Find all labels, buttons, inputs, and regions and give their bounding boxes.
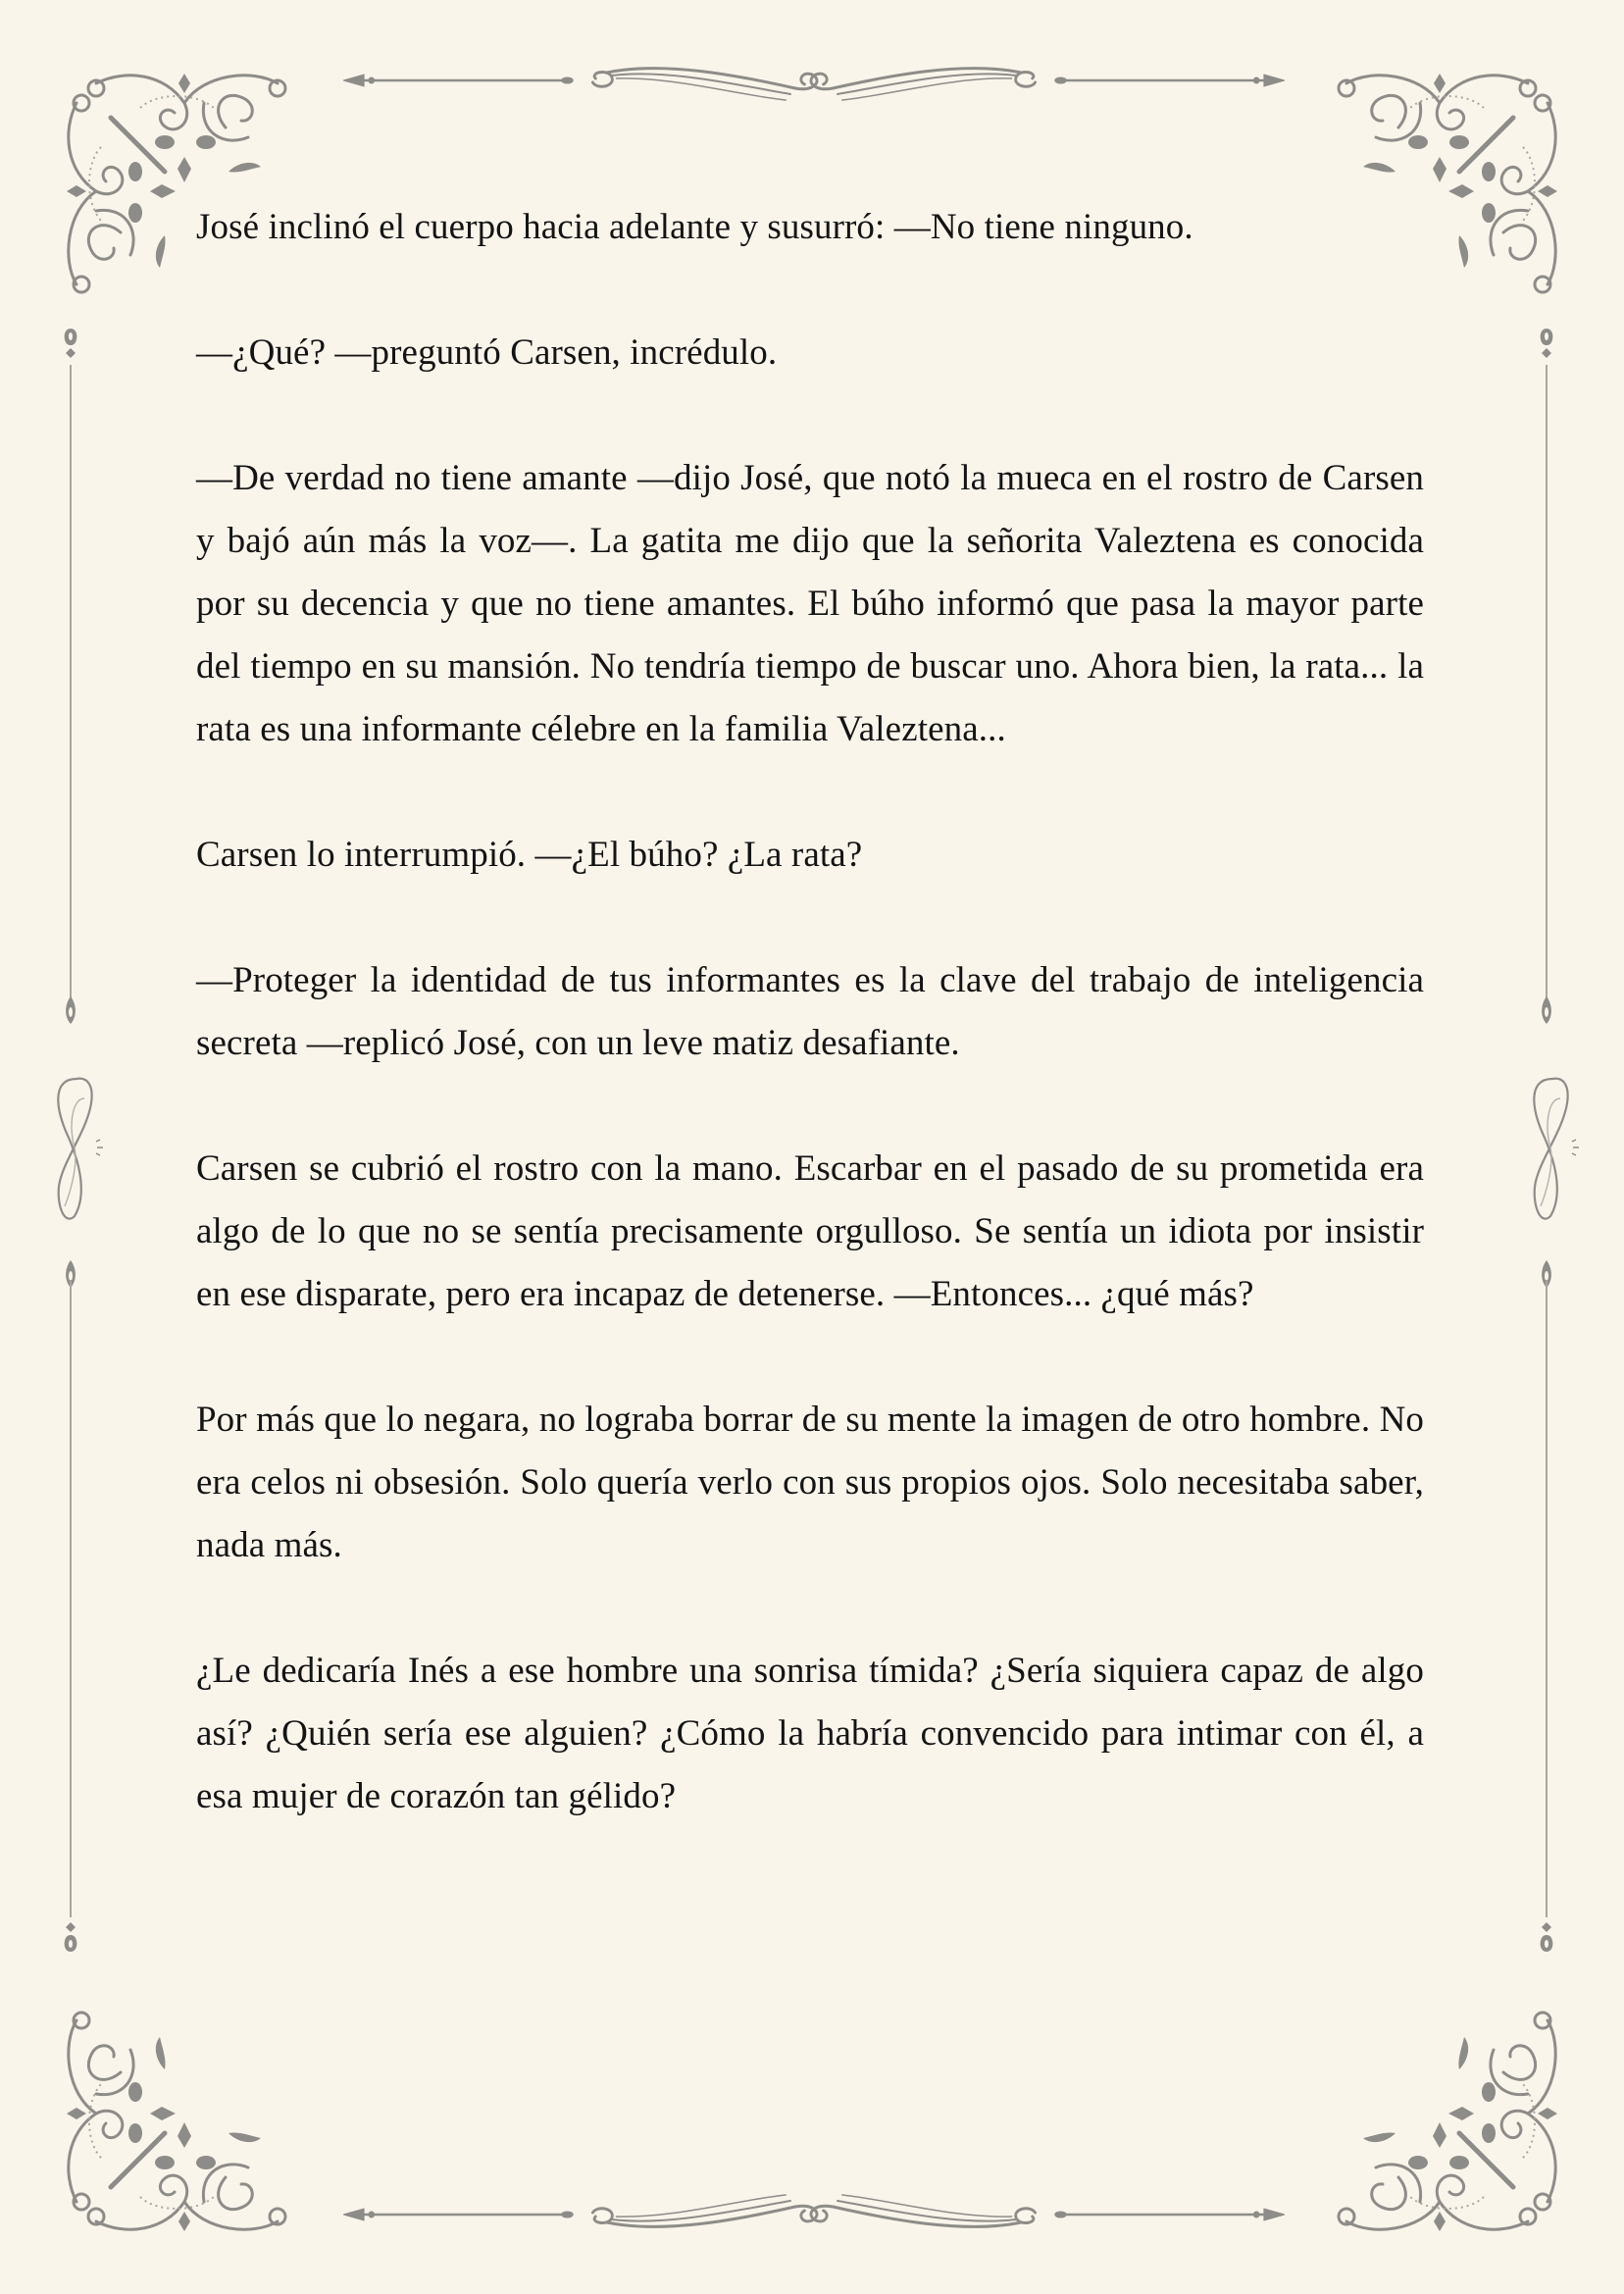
bottom-scroll-divider-icon [343, 2185, 1285, 2244]
paragraph: —¿Qué? —preguntó Carsen, incrédulo. [196, 332, 778, 373]
bottom-right-flourish-icon [1332, 2006, 1567, 2241]
right-figure-eight-icon [1523, 1069, 1582, 1226]
paragraph: ¿Le dedicaría Inés a ese hombre una sonrisa tímida? ¿Sería siquiera capaz de algo así? ¿Quién sería ese alguien? ¿Cómo la habría convencido para intimar con él, a esa mujer de corazón tan gélido? [196, 1651, 1424, 1816]
left-rule-line-upper [70, 365, 72, 1002]
right-rule-line-lower [1546, 1280, 1548, 1917]
left-rule-line-lower [70, 1280, 72, 1917]
paragraph: José inclinó el cuerpo hacia adelante y susurró: —No tiene ninguno. [196, 207, 1193, 247]
right-rule-lower-end [1537, 1912, 1556, 1952]
story-text [196, 196, 1424, 1891]
right-rule-drop-upper [1537, 996, 1556, 1026]
top-scroll-divider-icon [343, 51, 1285, 110]
bottom-left-flourish-icon [57, 2006, 292, 2241]
left-rule-upper [61, 329, 80, 368]
left-rule-drop-upper [61, 996, 80, 1026]
left-rule-lower-end [61, 1912, 80, 1952]
right-rule-line-upper [1546, 365, 1548, 1002]
left-figure-eight-icon [47, 1069, 106, 1226]
right-rule-upper [1537, 329, 1556, 368]
paragraph: Carsen se cubrió el rostro con la mano. Escarbar en el pasado de su prometida era algo de lo que no se sentía precisamente orgulloso. Se sentía un idiota por insistir en ese disparate, pero era incapaz de detenerse. —Entonces... ¿qué más? [196, 1148, 1424, 1314]
paragraph: —Proteger la identidad de tus informantes es la clave del trabajo de inteligencia secreta —replicó José, con un leve matiz desafiante. [196, 960, 1424, 1063]
paragraph: —De verdad no tiene amante —dijo José, que notó la mueca en el rostro de Carsen y bajó aún más la voz—. La gatita me dijo que la señorita Valeztena es conocida por su decencia y que no tiene amantes. El búho informó que pasa la mayor parte del tiempo en su mansión. No tendría tiempo de buscar uno. Ahora bien, la rata... la rata es una informante célebre en la familia Valeztena... [196, 458, 1424, 749]
paragraph: Por más que lo negara, no lograba borrar de su mente la imagen de otro hombre. No era celos ni obsesión. Solo quería verlo con sus propios ojos. Solo necesitaba saber, nada más. [196, 1400, 1424, 1565]
paragraph: Carsen lo interrumpió. —¿El búho? ¿La rata? [196, 835, 863, 875]
